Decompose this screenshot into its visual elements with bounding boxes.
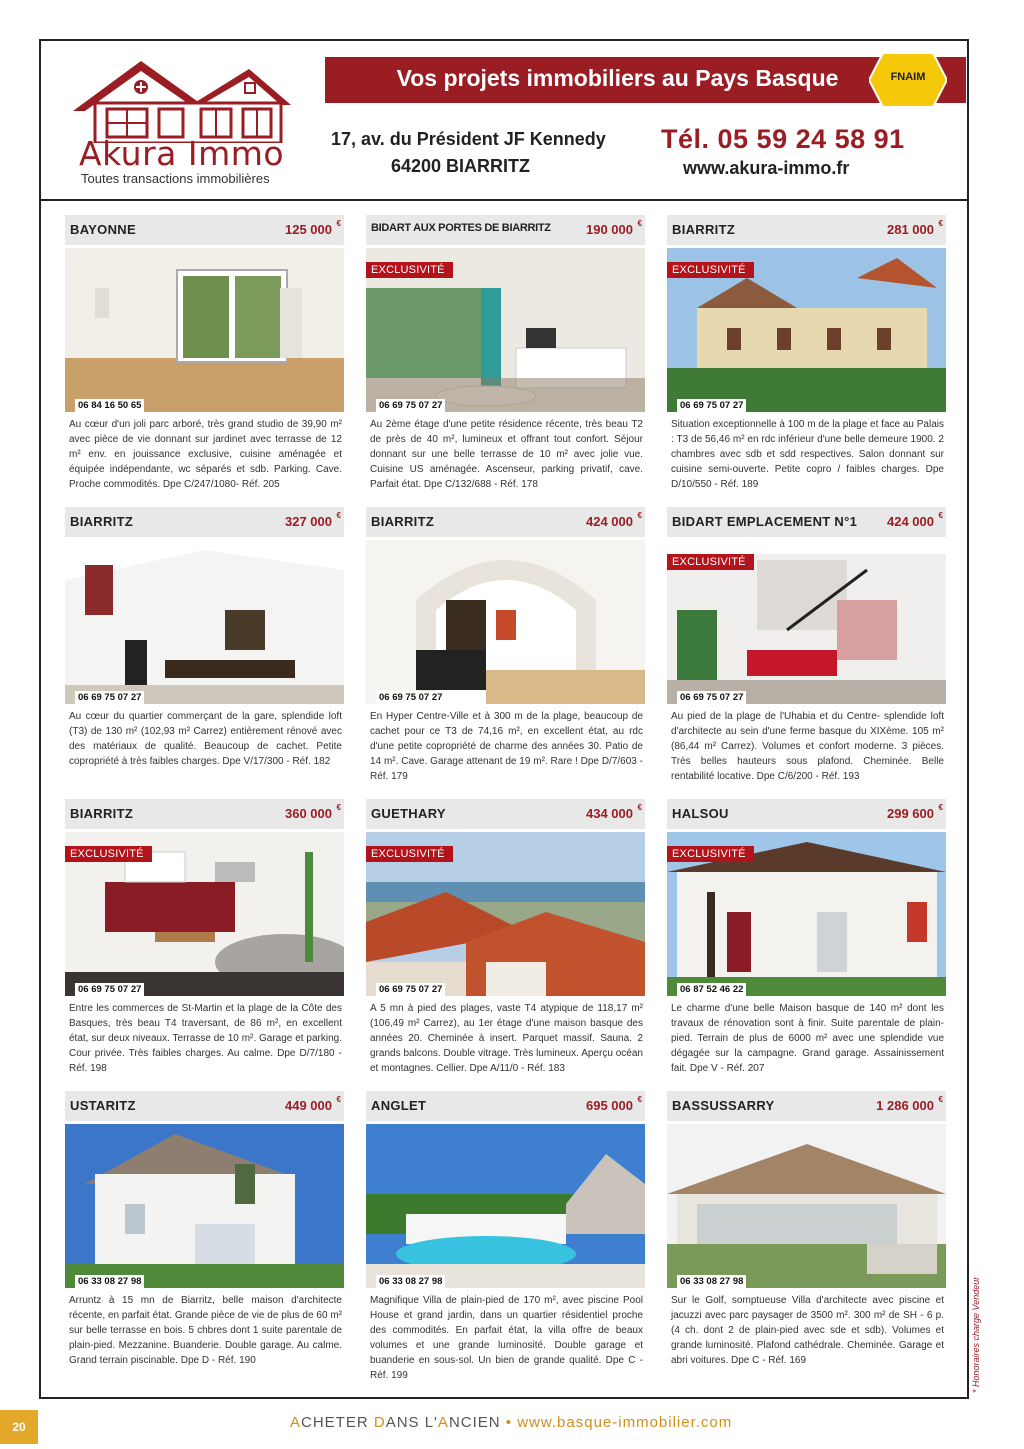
- listing-card[interactable]: [366, 507, 645, 787]
- listing-header: [667, 507, 946, 537]
- listing-card[interactable]: [667, 215, 946, 495]
- listing-phone: 06 87 52 46 22: [677, 983, 746, 996]
- listing-card[interactable]: [65, 799, 344, 1079]
- listing-header: [366, 1091, 645, 1121]
- euro-icon: €: [336, 803, 341, 812]
- listing-photo[interactable]: [667, 540, 946, 704]
- listing-header: [667, 1091, 946, 1121]
- listing-header: [667, 799, 946, 829]
- page-number: 20: [0, 1410, 38, 1444]
- listing-header: [65, 215, 344, 245]
- listing-description: Au 2ème étage d'une petite résidence récente, très beau T2 de près de 40 m², lumineux et offrant tout confort. Séjour donnant sur une belle terrasse de 10 m² avec jolie vue. Cuisine US aménagée. Ascenseur, parking privatif, cave. Parfait état. Dpe C/132/688 - Réf. 178: [370, 419, 643, 490]
- listing-price: 190 000: [586, 222, 633, 237]
- listing-card[interactable]: [65, 215, 344, 495]
- listing-phone: 06 33 08 27 98: [376, 1275, 445, 1288]
- listing-phone: 06 33 08 27 98: [75, 1275, 144, 1288]
- listing-price: 424 000: [887, 514, 934, 529]
- listing-city: BIARRITZ: [70, 514, 134, 529]
- listing-photo[interactable]: [667, 248, 946, 412]
- listing-description: Le charme d'une belle Maison basque de 140 m² dont les travaux de rénovation sont à finir. Suite parentale de plain-pied. Terrain de plus de 6000 m² avec une splendide vue dégagée sur la campagne. Grand garage. Assainissement fait. Dpe V - Réf. 207: [671, 1003, 944, 1074]
- fees-note-text: * Honoraires charge Vendeur: [971, 1276, 981, 1393]
- agency-website-link[interactable]: www.akura-immo.fr: [683, 158, 850, 178]
- euro-icon: €: [938, 803, 943, 812]
- banner-title: Vos projets immobiliers au Pays Basque: [396, 65, 839, 91]
- listing-header: [667, 215, 946, 245]
- listing-price: 695 000: [586, 1098, 633, 1113]
- exclusive-badge: EXCLUSIVITÉ: [667, 262, 754, 278]
- listing-description: Situation exceptionnelle à 100 m de la plage et face au Palais : T3 de 56,46 m² en rdc inférieur d'une belle demeure 1900. 2 chambres avec sdb et sdd respectives. Salon donnant sur cuisine semi-ouverte. Petite copro / faibles charges. Dpe D/10/550 - Réf. 189: [671, 419, 944, 490]
- listing-card[interactable]: [667, 507, 946, 787]
- exclusive-badge: EXCLUSIVITÉ: [65, 846, 152, 862]
- listing-card[interactable]: [65, 1091, 344, 1371]
- listing-card[interactable]: [65, 507, 344, 787]
- listing-card[interactable]: [667, 799, 946, 1079]
- listing-card[interactable]: [366, 215, 645, 495]
- euro-icon: €: [637, 1095, 642, 1104]
- euro-icon: €: [336, 511, 341, 520]
- listing-description: En Hyper Centre-Ville et à 300 m de la plage, beaucoup de cachet pour ce T3 de 74,16 m², en excellent état, au rdc d'une petite copropriété de charme des années 30. Patio de 14 m². Cave. Garage attenant de 19 m². Rare ! Dpe D/7/603 - Réf. 179: [370, 711, 643, 782]
- agency-tagline: Toutes transactions immobilières: [81, 171, 270, 186]
- listing-city: HALSOU: [672, 806, 729, 821]
- listing-photo[interactable]: [65, 832, 344, 996]
- listing-description: Au cœur d'un joli parc arboré, très grand studio de 39,90 m² avec pièce de vie donnant sur jardinet avec terrasse de 12 m² env. en jouissance exclusive, cuisine aménagée et équipée indépendante, wc séparés et sdb. Parking. Cave. Proche commodités. Dpe C/247/1080- Réf. 205: [69, 419, 342, 490]
- listing-photo[interactable]: [667, 1124, 946, 1288]
- listing-header: [366, 799, 645, 829]
- listing-card[interactable]: [667, 1091, 946, 1371]
- footer-word-acheter: CHETER: [301, 1414, 374, 1431]
- exclusive-badge: EXCLUSIVITÉ: [667, 846, 754, 862]
- agency-logo-name: Akura Immo: [79, 134, 285, 173]
- listing-city: BIDART EMPLACEMENT N°1: [672, 514, 858, 529]
- listing-phone: 06 69 75 07 27: [677, 399, 746, 412]
- listing-price: 327 000: [285, 514, 332, 529]
- listing-photo[interactable]: [65, 1124, 344, 1288]
- listing-city: BIARRITZ: [70, 806, 134, 821]
- exclusive-badge: EXCLUSIVITÉ: [366, 262, 453, 278]
- fnaim-label: FNAIM: [890, 71, 926, 83]
- footer-website-link[interactable]: www.basque-immobilier.com: [517, 1414, 733, 1431]
- footer-word-ancien: NCIEN: [448, 1414, 501, 1431]
- listing-city: USTARITZ: [70, 1098, 136, 1113]
- agency-address-city: 64200 BIARRITZ: [391, 156, 531, 176]
- footer-initial-an: A: [437, 1414, 449, 1431]
- listing-phone: 06 69 75 07 27: [75, 983, 144, 996]
- euro-icon: €: [637, 511, 642, 520]
- footer-initial-d: D: [373, 1414, 386, 1431]
- euro-icon: €: [938, 219, 943, 228]
- euro-icon: €: [336, 1095, 341, 1104]
- listing-description: A 5 mn à pied des plages, vaste T4 atypique de 118,17 m² (106,49 m² Carrez), au 1er étage d'une maison basque des années 20. Cheminée à insert. Parquet massif. Sauna. 2 grands balcons. Double vitrage. Très lumineux. Aperçu océan et montagnes. Cellier. Dpe A/11/0 - Réf. 183: [370, 1003, 643, 1074]
- footer-word-dans: ANS L': [385, 1414, 438, 1431]
- listing-price: 449 000: [285, 1098, 332, 1113]
- listing-photo[interactable]: [366, 540, 645, 704]
- listing-phone: 06 69 75 07 27: [376, 983, 445, 996]
- listing-price: 1 286 000: [876, 1098, 934, 1113]
- listing-photo[interactable]: [667, 832, 946, 996]
- listing-photo[interactable]: [366, 248, 645, 412]
- listing-header: [366, 215, 645, 245]
- listing-price: 360 000: [285, 806, 332, 821]
- listing-phone: 06 69 75 07 27: [376, 399, 445, 412]
- listing-header: [65, 507, 344, 537]
- euro-icon: €: [637, 219, 642, 228]
- page-frame: [39, 39, 969, 1399]
- listing-description: Entre les commerces de St-Martin et la plage de la Côte des Basques, très beau T4 traversant, de 86 m², en excellent état, sur deux niveaux. Terrasse de 10 m². Garage et parking. Cour privée. Très faibles charges. Au calme. Dpe D/7/180 - Réf. 198: [69, 1003, 342, 1074]
- listing-header: [366, 507, 645, 537]
- listing-city: BIARRITZ: [672, 222, 736, 237]
- footer-bullet: •: [500, 1414, 518, 1431]
- listing-phone: 06 69 75 07 27: [677, 691, 746, 704]
- footer-initial-a: A: [290, 1414, 302, 1431]
- euro-icon: €: [938, 1095, 943, 1104]
- footer: [290, 1414, 732, 1431]
- listing-phone: 06 69 75 07 27: [75, 691, 144, 704]
- listing-city: BIARRITZ: [371, 514, 435, 529]
- listing-header: [65, 799, 344, 829]
- listing-phone: 06 69 75 07 27: [376, 691, 445, 704]
- listing-phone: 06 33 08 27 98: [677, 1275, 746, 1288]
- euro-icon: €: [336, 219, 341, 228]
- listing-photo[interactable]: [366, 1124, 645, 1288]
- listing-card[interactable]: [366, 1091, 645, 1381]
- exclusive-badge: EXCLUSIVITÉ: [366, 846, 453, 862]
- listing-city: GUETHARY: [371, 806, 446, 821]
- listing-phone: 06 84 16 50 65: [75, 399, 144, 412]
- listing-price: 281 000: [887, 222, 934, 237]
- listing-card[interactable]: [366, 799, 645, 1079]
- listing-price: 434 000: [586, 806, 633, 821]
- house-logo-icon: [71, 53, 293, 143]
- listing-city: ANGLET: [371, 1098, 427, 1113]
- listing-description: Au cœur du quartier commerçant de la gare, splendide loft (T3) de 130 m² (102,93 m² Carrez) entièrement rénové avec des matériaux de qualité. Beaucoup de cachet. Petite copropriété à très faibles charges. Dpe V/17/300 - Réf. 182: [69, 711, 342, 767]
- listing-description: Arruntz à 15 mn de Biarritz, belle maison d'architecte récente, en parfait état. Grande pièce de vie de plus de 60 m² sur belle terrasse en bois. 5 chbres dont 1 suite parentale de plain-pied. Mezzanine. Buanderie. Double garage. Au calme. Grand terrain piscinable. Dpe D - Réf. 190: [69, 1295, 342, 1366]
- euro-icon: €: [637, 803, 642, 812]
- listing-header: [65, 1091, 344, 1121]
- agency-address-street: 17, av. du Président JF Kennedy: [331, 129, 606, 149]
- listing-city: BIDART AUX PORTES DE BIARRITZ: [371, 222, 551, 234]
- listing-city: BAYONNE: [70, 222, 136, 237]
- listing-photo[interactable]: [366, 832, 645, 996]
- fees-note: [966, 1258, 986, 1398]
- exclusive-badge: EXCLUSIVITÉ: [667, 554, 754, 570]
- listing-photo[interactable]: [65, 248, 344, 412]
- listing-price: 424 000: [586, 514, 633, 529]
- listing-price: 299 600: [887, 806, 934, 821]
- listing-photo[interactable]: [65, 540, 344, 704]
- listing-description: Au pied de la plage de l'Uhabia et du Centre- splendide loft d'architecte au sein d'une ferme basque du XIXème. 105 m² (86,44 m² Carrez). Volumes et confort moderne. 3 pièces. Très belles hauteurs sous plafond. Cheminée. Belle rentabilité locative. Dpe C/6/200 - Réf. 193: [671, 711, 944, 782]
- listing-price: 125 000: [285, 222, 332, 237]
- euro-icon: €: [938, 511, 943, 520]
- agency-header: [41, 41, 967, 201]
- listing-description: Magnifique Villa de plain-pied de 170 m², avec piscine Pool House et grand jardin, dans un quartier résidentiel proche des commodités. En parfait état, la villa offre de beaux volumes et une grande luminosité. Double garage et buanderie en sous-sol. Un bien de grande qualité. Dpe C - Réf. 199: [370, 1295, 643, 1381]
- agency-phone: Tél. 05 59 24 58 91: [661, 124, 905, 154]
- listing-city: BASSUSSARRY: [672, 1098, 775, 1113]
- listing-description: Sur le Golf, somptueuse Villa d'architecte avec piscine et jacuzzi avec parc paysager de 3500 m². 300 m² de SH - 6 p. (4 ch. dont 2 de plain-pied avec sde et sdb). Volumes et grande luminosité. Plafond cathédrale. Cheminée. Garage et abri voitures. Dpe C - Réf. 169: [671, 1295, 944, 1366]
